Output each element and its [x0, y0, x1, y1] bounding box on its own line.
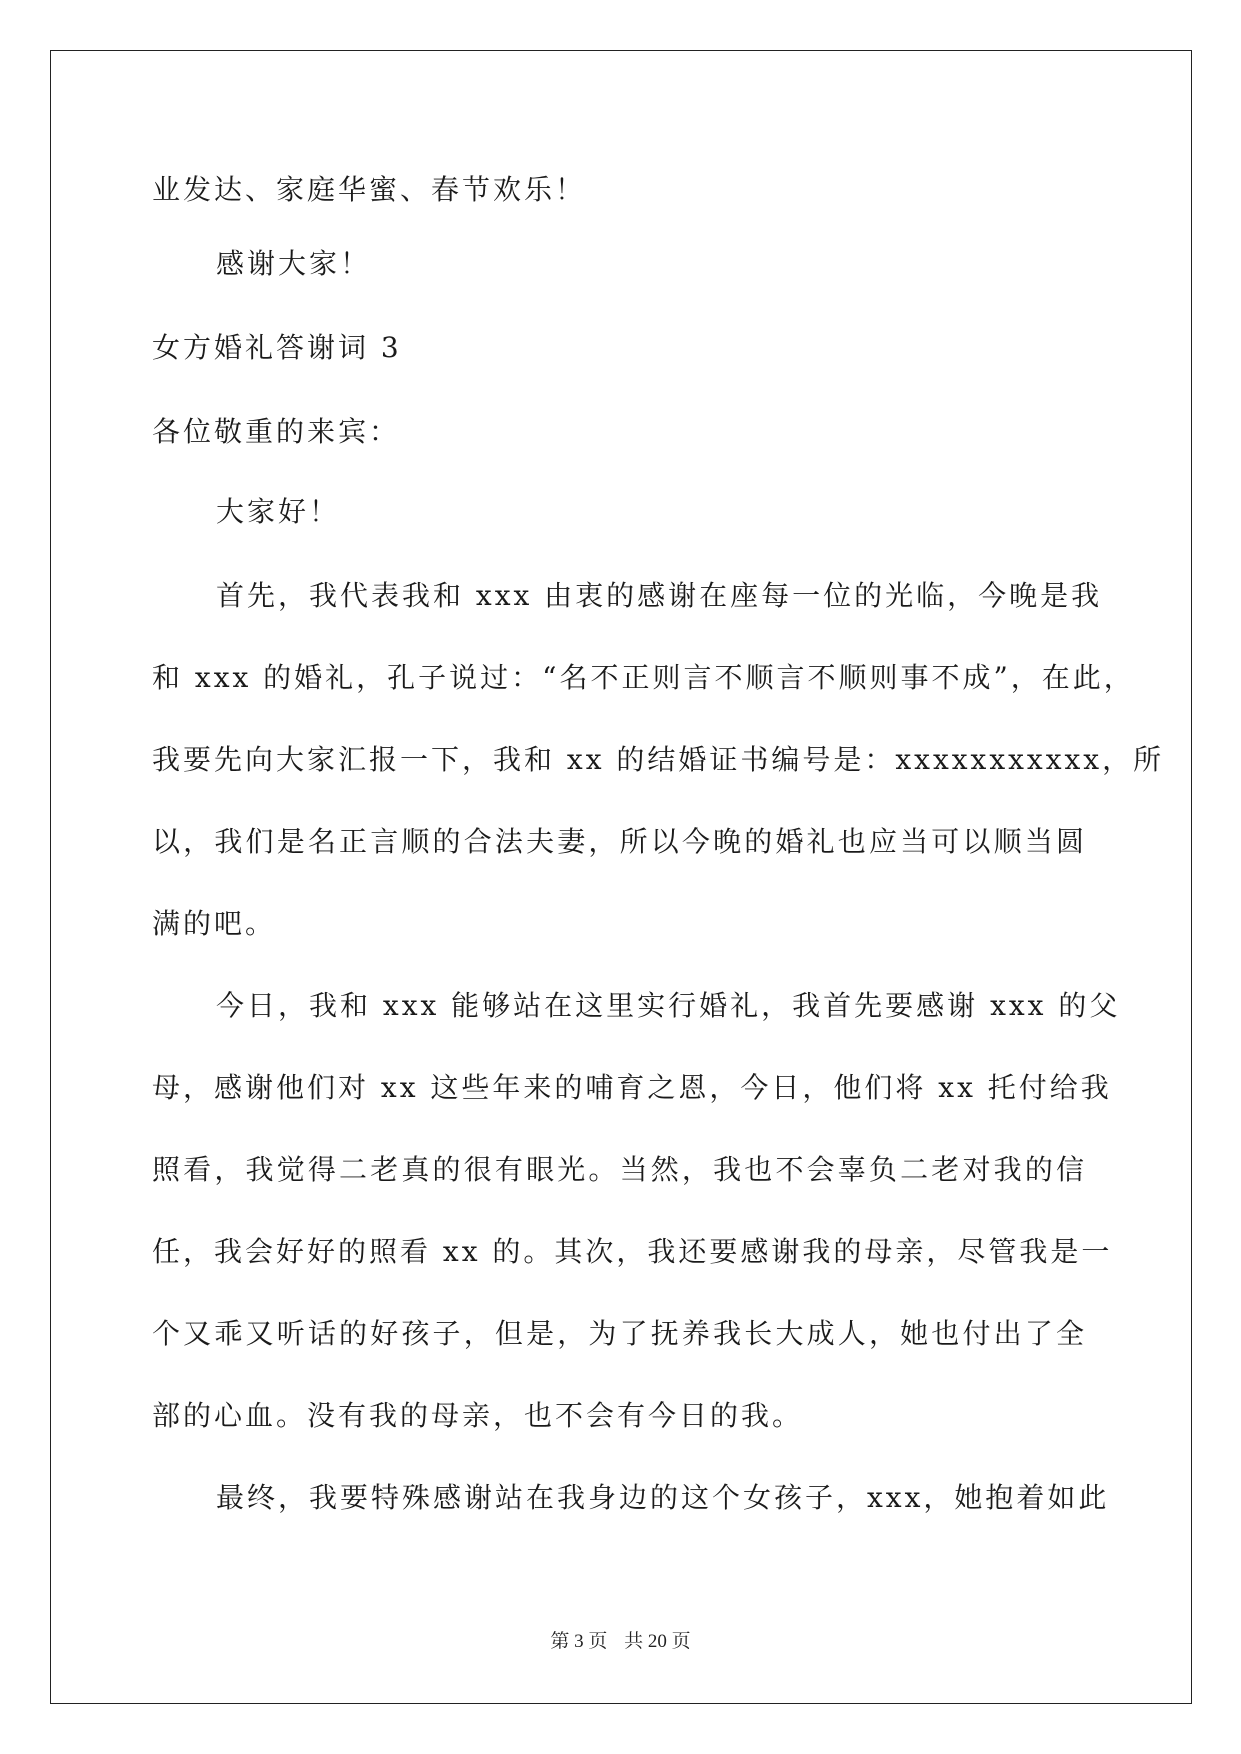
page-total: 共 20 页 — [624, 1631, 691, 1652]
paragraph-line: 和 xxx 的婚礼，孔子说过：“名不正则言不顺言不顺则事不成”，在此， — [152, 661, 1135, 694]
paragraph-line: 感谢大家！ — [216, 247, 372, 280]
paragraph-line: 今日，我和 xxx 能够站在这里实行婚礼，我首先要感谢 xxx 的父 — [216, 989, 1121, 1022]
page-footer — [0, 1626, 1241, 1653]
paragraph-line: 个又乖又听话的好孩子，但是，为了抚养我长大成人，她也付出了全 — [152, 1317, 1087, 1350]
paragraph-line: 任，我会好好的照看 xx 的。其次，我还要感谢我的母亲，尽管我是一 — [152, 1235, 1113, 1268]
paragraph-line: 满的吧。 — [152, 907, 277, 940]
paragraph-line: 业发达、家庭华蜜、春节欢乐！ — [152, 173, 587, 206]
section-heading: 女方婚礼答谢词 3 — [152, 331, 402, 364]
paragraph-line: 最终，我要特殊感谢站在我身边的这个女孩子，xxx，她抱着如此 — [216, 1481, 1110, 1514]
paragraph-line: 照看，我觉得二老真的很有眼光。当然，我也不会辜负二老对我的信 — [152, 1153, 1087, 1186]
paragraph-line: 以，我们是名正言顺的合法夫妻，所以今晚的婚礼也应当可以顺当圆 — [152, 825, 1087, 858]
greeting: 大家好！ — [216, 495, 341, 528]
page-number: 第 3 页 — [550, 1631, 608, 1652]
page-border — [50, 50, 1192, 1704]
paragraph-line: 部的心血。没有我的母亲，也不会有今日的我。 — [152, 1399, 804, 1432]
paragraph-line: 我要先向大家汇报一下，我和 xx 的结婚证书编号是：xxxxxxxxxxx，所 — [152, 743, 1165, 776]
paragraph-line: 母，感谢他们对 xx 这些年来的哺育之恩，今日，他们将 xx 托付给我 — [152, 1071, 1112, 1104]
salutation: 各位敬重的来宾： — [152, 415, 401, 448]
paragraph-line: 首先，我代表我和 xxx 由衷的感谢在座每一位的光临，今晚是我 — [216, 579, 1103, 612]
